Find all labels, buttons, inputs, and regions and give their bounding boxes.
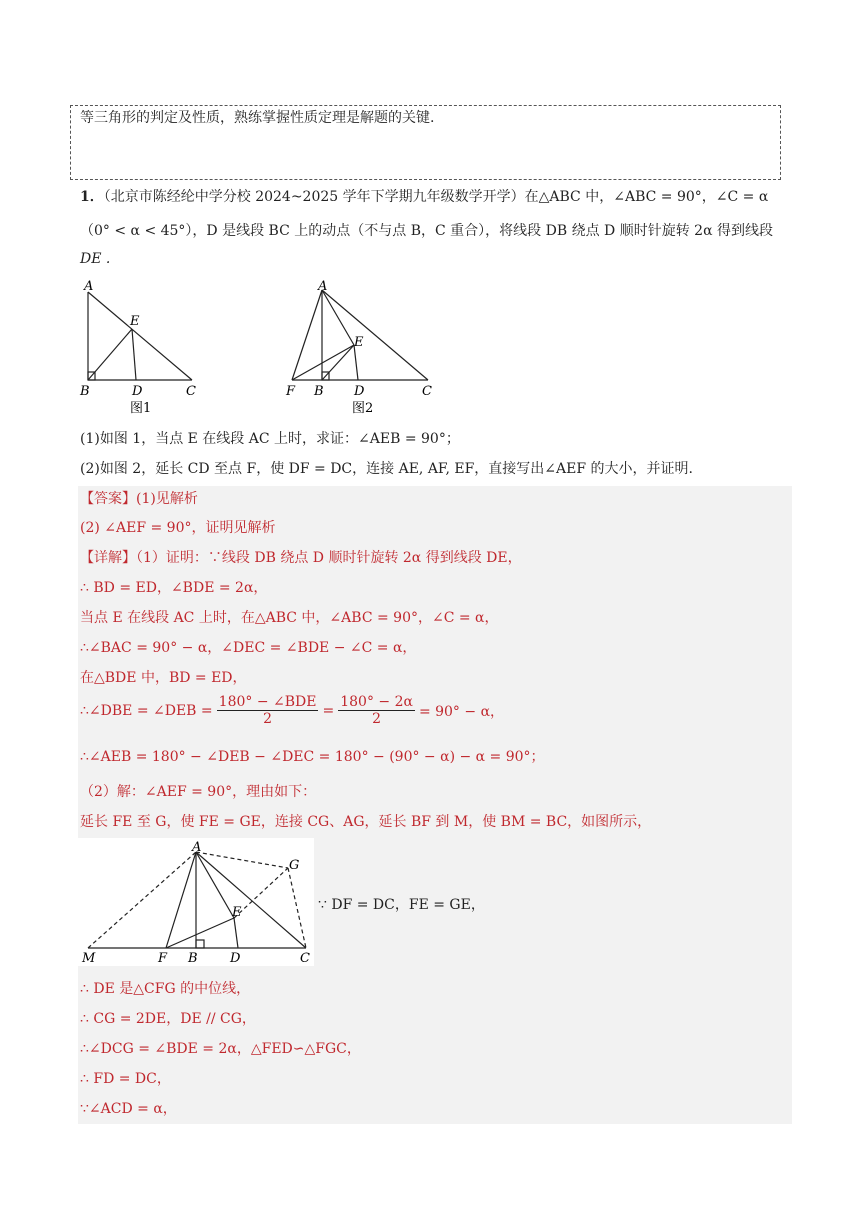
figure-2	[282, 276, 442, 418]
detail-line-14: ∵∠ACD = α，	[80, 1101, 177, 1117]
fig2-label-B: B	[314, 384, 324, 399]
fig2-caption: 图2	[352, 401, 374, 416]
detail-line-3: 当点 E 在线段 AC 上时，在△ABC 中，∠ABC = 90°，∠C = α，	[80, 610, 499, 626]
fig3-label-A: A	[192, 840, 202, 855]
fig1-label-C: C	[186, 384, 196, 399]
fig3-label-G: G	[289, 858, 300, 873]
fig3-label-F: F	[158, 951, 168, 966]
answer-line-1: 【答案】(1)见解析	[80, 491, 198, 507]
detail-line-7: ∴∠AEB = 180° − ∠DEB − ∠DEC = 180° − (90° − α) − α = 90°；	[80, 749, 545, 765]
fraction-1: $\frac{\text{180° − ∠BDE}}{2}$	[218, 694, 317, 727]
answer-line-2: (2) ∠AEF = 90°，证明见解析	[80, 520, 276, 536]
fig2-label-E: E	[354, 335, 364, 350]
fig2-label-A: A	[318, 279, 328, 294]
question-line-3: DE .	[80, 251, 111, 267]
detail-line-5: 在△BDE 中，BD = ED，	[80, 670, 247, 686]
fig1-label-B: B	[80, 384, 90, 399]
answer-tag: 【答案】	[80, 491, 136, 507]
detail-line-1: 【详解】（1）证明：∵线段 DB 绕点 D 顺时针旋转 2α 得到线段 DE，	[80, 550, 522, 566]
detail-line-13: ∴ FD = DC，	[80, 1071, 171, 1087]
detail-line-10: ∴ DE 是△CFG 的中位线，	[80, 981, 251, 997]
detail-line-2: ∴ BD = ED，∠BDE = 2α，	[80, 580, 268, 596]
fig1-label-D: D	[132, 384, 143, 399]
fig1-caption: 图1	[130, 401, 152, 416]
detail-line-9: 延长 FE 至 G，使 FE = GE，连接 CG、AG，延长 BF 到 M，使 BM = BC，如图所示，	[80, 814, 652, 830]
question-part-2: (2)如图 2，延长 CD 至点 F，使 DF = DC，连接 AE, AF, EF，直接写出∠AEF 的大小，并证明.	[80, 461, 693, 477]
fig2-label-D: D	[354, 384, 365, 399]
question-line-2: （0° < α < 45°），D 是线段 BC 上的动点（不与点 B，C 重合），将线段 DB 绕点 D 顺时针旋转 2α 得到线段	[80, 223, 773, 239]
previous-explanation-text: 等三角形的判定及性质，熟练掌握性质定理是解题的关键.	[80, 110, 435, 126]
detail-line-4: ∴∠BAC = 90° − α，∠DEC = ∠BDE − ∠C = α，	[80, 640, 417, 656]
question-number: 1．	[80, 189, 104, 205]
figure-3	[78, 838, 314, 966]
question-part-1: (1)如图 1，当点 E 在线段 AC 上时，求证：∠AEB = 90°；	[80, 431, 460, 447]
fig3-label-C: C	[300, 951, 310, 966]
fig2-label-C: C	[422, 384, 432, 399]
fig3-label-E: E	[232, 905, 242, 920]
fig3-label-B: B	[188, 951, 198, 966]
fig3-label-M: M	[82, 951, 96, 966]
detail-line-12: ∴∠DCG = ∠BDE = 2α，△FED∽△FGC，	[80, 1041, 361, 1057]
detail-tag: 【详解】	[80, 550, 136, 566]
figure-1	[74, 276, 214, 418]
detail-line-6: ∴∠DBE = ∠DEB = $\frac{\text{180° − ∠BDE}}{2}$ = $\frac{180^\circ - 2\alpha}{2}$ = 90° − α，	[80, 694, 505, 727]
detail-line-11: ∴ CG = 2DE，DE // CG，	[80, 1011, 256, 1027]
detail-line-8: （2）解：∠AEF = 90°，理由如下：	[80, 784, 317, 800]
fraction-2: $\frac{180^\circ - 2\alpha}{2}$	[340, 694, 413, 727]
fig2-label-F: F	[286, 384, 296, 399]
figure-3-side-text: ∵ DF = DC，FE = GE，	[318, 897, 485, 913]
question-line-1: 1．（北京市陈经纶中学分校 2024~2025 学年下学期九年级数学开学）在△ABC 中，∠ABC = 90°，∠C = α	[80, 189, 769, 205]
fig3-label-D: D	[230, 951, 241, 966]
fig1-label-A: A	[84, 279, 94, 294]
fig1-label-E: E	[130, 314, 140, 329]
